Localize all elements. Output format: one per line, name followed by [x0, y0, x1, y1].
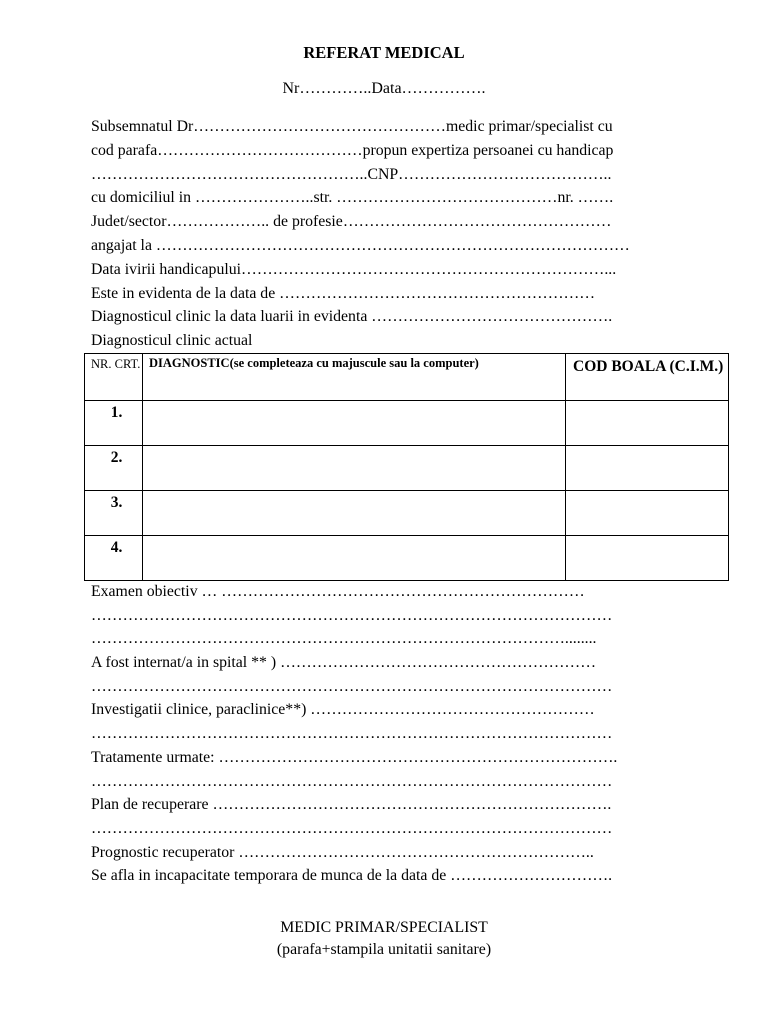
- row-number: 2.: [85, 446, 143, 491]
- diagnostic-cell[interactable]: [143, 536, 566, 581]
- field-cnp: ……………………………………………..CNP…………………………………..: [91, 165, 612, 183]
- field-plan-recuperare: Plan de recuperare ………………………………………………………………….: [91, 796, 612, 814]
- field-diagnostic-evidenta: Diagnosticul clinic la data luarii in evidenta ……………………………………….: [91, 308, 613, 326]
- field-incapacitate: Se afla in incapacitate temporara de munca de la data de ………………………….: [91, 867, 613, 885]
- field-continuation: ………………………………………………………………………………………: [91, 725, 613, 743]
- field-continuation: ………………………………………………………………………………………: [91, 772, 613, 790]
- patient-fields: [91, 115, 691, 353]
- cod-boala-cell[interactable]: [566, 446, 729, 491]
- cod-boala-cell[interactable]: [566, 536, 729, 581]
- table-header-row: [85, 354, 729, 401]
- signature-note: (parafa+stampila unitatii sanitare): [276, 941, 492, 958]
- cod-boala-cell[interactable]: [566, 401, 729, 446]
- signature-block: [0, 917, 768, 961]
- diagnostic-cell[interactable]: [143, 401, 566, 446]
- table-row: [85, 446, 729, 491]
- field-judet-profesie: Judet/sector……………….. de profesie……………………………………………: [91, 213, 612, 231]
- number-date-line: Nr…………..Data…………….: [282, 80, 486, 97]
- field-data-ivirii: Data ivirii handicapului……………………………………………………………...: [91, 260, 617, 278]
- field-examen-obiectiv: Examen obiectiv … ……………………………………………………………: [91, 583, 585, 600]
- header-cod-boala: COD BOALA (C.I.M.): [566, 354, 729, 401]
- field-evidenta: Este in evidenta de la data de ……………………………………………………: [91, 284, 596, 302]
- diagnostic-table: [84, 353, 729, 581]
- row-number: 3.: [85, 491, 143, 536]
- field-investigatii: Investigatii clinice, paraclinice**) ………………………………………………: [91, 701, 595, 719]
- table-row: [85, 536, 729, 581]
- cod-boala-cell[interactable]: [566, 491, 729, 536]
- diagnostic-cell[interactable]: [143, 446, 566, 491]
- field-diagnostic-actual: Diagnosticul clinic actual: [91, 332, 253, 350]
- header-nr-crt: NR. CRT.: [85, 354, 143, 401]
- field-continuation: ………………………………………………………………………………………: [91, 819, 613, 837]
- field-continuation: ………………………………………………………………………………………: [91, 606, 613, 624]
- field-tratamente: Tratamente urmate: ………………………………………………………………….: [91, 748, 618, 766]
- field-continuation: ………………………………………………………………………………........: [91, 630, 597, 648]
- field-domiciliu: cu domiciliul in …………………..str. ……………………………………nr. …….: [91, 189, 614, 207]
- field-internat: A fost internat/a in spital ** ) ……………………………………………………: [91, 654, 597, 672]
- row-number: 1.: [85, 401, 143, 446]
- signature-role: MEDIC PRIMAR/SPECIALIST: [280, 919, 488, 936]
- field-angajat: angajat la ………………………………………………………………………………: [91, 236, 630, 254]
- header-diagnostic: DIAGNOSTIC(se completeaza cu majuscule sau la computer): [143, 354, 566, 401]
- field-continuation: ………………………………………………………………………………………: [91, 677, 613, 695]
- clinical-fields: [91, 580, 691, 888]
- field-doctor: Subsemnatul Dr…………………………………………medic primar/specialist cu: [91, 118, 613, 135]
- table-row: [85, 401, 729, 446]
- diagnostic-cell[interactable]: [143, 491, 566, 536]
- row-number: 4.: [85, 536, 143, 581]
- table-row: [85, 491, 729, 536]
- field-prognostic: Prognostic recuperator …………………………………………………………..: [91, 843, 594, 861]
- field-cod-parafa: cod parafa…………………………………propun expertiza persoanei cu handicap: [91, 141, 614, 159]
- document-title: REFERAT MEDICAL: [303, 43, 465, 62]
